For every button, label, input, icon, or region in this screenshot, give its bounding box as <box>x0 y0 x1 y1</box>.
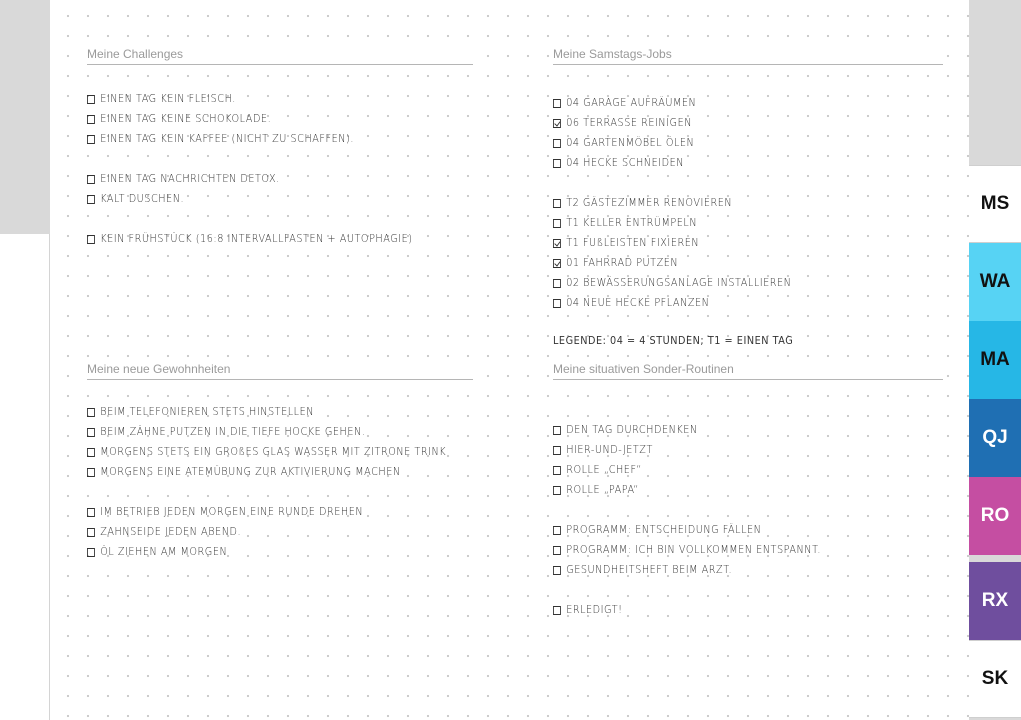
checkbox-icon[interactable] <box>87 528 95 537</box>
checklist-item-text: HIER-UND-JETZT <box>566 443 653 456</box>
checkbox-icon[interactable] <box>553 99 561 108</box>
checklist-item <box>553 93 896 113</box>
checklist-item-text: GESUNDHEITSHEFT BEIM ARZT. <box>566 563 733 576</box>
section-routines <box>553 360 943 620</box>
section-title-challenges: Meine Challenges <box>87 47 473 65</box>
checklist-item <box>553 440 896 460</box>
checkbox-icon[interactable] <box>87 548 95 557</box>
checklist-item <box>553 460 896 480</box>
checklist-item-text: DEN TAG DURCHDENKEN <box>566 423 698 436</box>
legend-text: LEGENDE: 04 = 4 STUNDEN; T1 = EINEN TAG <box>553 334 794 347</box>
section-title-habits: Meine neue Gewohnheiten <box>87 362 473 380</box>
checkbox-icon[interactable] <box>553 219 561 228</box>
checkbox-icon[interactable] <box>87 235 95 244</box>
checklist-item <box>553 153 896 173</box>
checklist-item-text: T1 KELLER ENTRÜMPELN <box>566 216 698 229</box>
checklist-item <box>553 213 896 233</box>
checklist-item-text: T2 GÄSTEZIMMER RENOVIEREN <box>566 196 733 209</box>
section-tabs-bar <box>969 0 1021 720</box>
checkbox-icon[interactable] <box>87 408 95 417</box>
checklist-item-text: EINEN TAG KEIN KAFFEE (NICHT ZU SCHAFFEN). <box>100 132 354 145</box>
left-gray-block <box>0 0 50 234</box>
tab-ro[interactable]: RO <box>969 477 1021 555</box>
checklist-item <box>87 402 427 422</box>
checklist-item-text: ÖL ZIEHEN AM MORGEN <box>100 545 228 558</box>
checklist-item-text: EINEN TAG KEINE SCHOKOLADE. <box>100 112 272 125</box>
checklist-item-text: 04 GARTENMÖBEL ÖLEN <box>566 136 695 149</box>
tab-qj[interactable]: QJ <box>969 399 1021 477</box>
checklist-item <box>87 169 427 189</box>
checkbox-icon[interactable] <box>87 135 95 144</box>
checklist-item <box>553 420 896 440</box>
checklist-item-text: 04 NEUE HECKE PFLANZEN <box>566 296 710 309</box>
checkbox-icon[interactable] <box>553 526 561 535</box>
checkbox-icon[interactable] <box>553 446 561 455</box>
tab-sk[interactable]: SK <box>969 640 1021 718</box>
checkbox-icon[interactable] <box>553 299 561 308</box>
checkbox-icon[interactable] <box>87 428 95 437</box>
checklist-item-text: EINEN TAG NACHRICHTEN DETOX. <box>100 172 280 185</box>
checkbox-icon[interactable] <box>87 115 95 124</box>
checklist-item <box>87 109 427 129</box>
section-title-saturday-jobs: Meine Samstags-Jobs <box>553 47 943 65</box>
checked-checkbox-icon[interactable] <box>553 239 561 248</box>
tab-ms[interactable]: MS <box>969 165 1021 243</box>
checklist-item-text: EINEN TAG KEIN FLEISCH. <box>100 92 236 105</box>
checklist-item-text: BEIM ZÄHNE PUTZEN IN DIE TIEFE HOCKE GEHEN. <box>100 425 366 438</box>
checklist-item <box>87 442 447 462</box>
checklist-item-text: PROGRAMM: ICH BIN VOLLKOMMEN ENTSPANNT. <box>566 543 821 556</box>
section-habits <box>87 360 473 562</box>
checklist-item <box>87 229 427 249</box>
checkbox-icon[interactable] <box>553 606 561 615</box>
checklist-item <box>87 502 427 522</box>
checkbox-icon[interactable] <box>553 279 561 288</box>
checklist-item <box>553 520 896 540</box>
checkbox-icon[interactable] <box>553 466 561 475</box>
checklist-item-text: 04 GARAGE AUFRÄUMEN <box>566 96 697 109</box>
checkbox-icon[interactable] <box>553 139 561 148</box>
section-title-routines: Meine situativen Sonder-Routinen <box>553 362 943 380</box>
checklist-item-text: MORGENS EINE ATEMÜBUNG ZUR AKTIVIERUNG MACHEN <box>100 465 401 478</box>
checklist-item <box>87 89 427 109</box>
checklist-item-text: KALT DUSCHEN. <box>100 192 185 205</box>
checked-checkbox-icon[interactable] <box>553 119 561 128</box>
checkbox-icon[interactable] <box>87 508 95 517</box>
habits-list <box>87 402 473 562</box>
routines-list <box>553 420 943 620</box>
checklist-item <box>553 540 896 560</box>
checklist-item-text: IM BETRIEB JEDEN MORGEN EINE RUNDE DREHEN <box>100 505 364 518</box>
checklist-item-text: BEIM TELEFONIEREN STETS HINSTELLEN <box>100 405 314 418</box>
checklist-item <box>87 422 427 442</box>
checklist-item <box>553 600 896 620</box>
checklist-item-text: KEIN FRÜHSTÜCK (16:8 INTERVALLFASTEN + AUTOPHAGIE) <box>100 232 413 245</box>
checklist-item <box>553 113 896 133</box>
checkbox-icon[interactable] <box>87 175 95 184</box>
section-challenges <box>87 45 473 249</box>
checkbox-icon[interactable] <box>87 95 95 104</box>
checklist-item-text: T1 FUßLEISTEN FIXIEREN <box>566 236 700 249</box>
checklist-item-text: ROLLE „PAPA“ <box>566 483 639 496</box>
checkbox-icon[interactable] <box>553 199 561 208</box>
checklist-item-text: 06 TERRASSE REINIGEN <box>566 116 692 129</box>
checklist-item <box>87 189 427 209</box>
tab-wa[interactable]: WA <box>969 243 1021 321</box>
checkbox-icon[interactable] <box>87 195 95 204</box>
checklist-item <box>553 560 896 580</box>
checkbox-icon[interactable] <box>87 468 95 477</box>
checklist-item <box>553 253 896 273</box>
tab-rx[interactable]: RX <box>969 562 1021 640</box>
checklist-item <box>553 480 896 500</box>
checklist-item-text: ZAHNSEIDE JEDEN ABEND. <box>100 525 242 538</box>
checklist-item-text: 01 FAHRRAD PUTZEN <box>566 256 679 269</box>
checklist-item <box>87 542 427 562</box>
saturday-jobs-list <box>553 93 943 313</box>
checked-checkbox-icon[interactable] <box>553 259 561 268</box>
checklist-item <box>87 522 427 542</box>
checklist-item-text: PROGRAMM: ENTSCHEIDUNG FÄLLEN <box>566 523 762 536</box>
checklist-item <box>87 462 427 482</box>
checklist-item <box>553 193 896 213</box>
checklist-item-text: ROLLE „CHEF“ <box>566 463 642 476</box>
checklist-item <box>87 129 427 149</box>
checkbox-icon[interactable] <box>553 426 561 435</box>
tab-ma[interactable]: MA <box>969 321 1021 399</box>
checklist-item <box>553 293 896 313</box>
left-page-margin <box>0 0 50 720</box>
challenges-list <box>87 89 473 249</box>
checklist-item-text: 04 HECKE SCHNEIDEN <box>566 156 685 169</box>
checklist-item <box>553 233 896 253</box>
checkbox-icon[interactable] <box>553 546 561 555</box>
checkbox-icon[interactable] <box>553 159 561 168</box>
section-saturday-jobs <box>553 45 943 351</box>
checkbox-icon[interactable] <box>87 448 95 457</box>
checklist-item <box>553 133 896 153</box>
checklist-item-text: 02 BEWÄSSERUNGSANLAGE INSTALLIEREN <box>566 276 792 289</box>
checkbox-icon[interactable] <box>553 486 561 495</box>
checklist-item <box>553 273 896 293</box>
dotted-notebook-page <box>51 0 969 720</box>
checklist-item-text: MORGENS STETS EIN GROßES GLAS WASSER MIT ZITRONE TRINK <box>100 445 447 458</box>
checkbox-icon[interactable] <box>553 566 561 575</box>
checklist-item-text: ERLEDIGT! <box>566 603 623 616</box>
